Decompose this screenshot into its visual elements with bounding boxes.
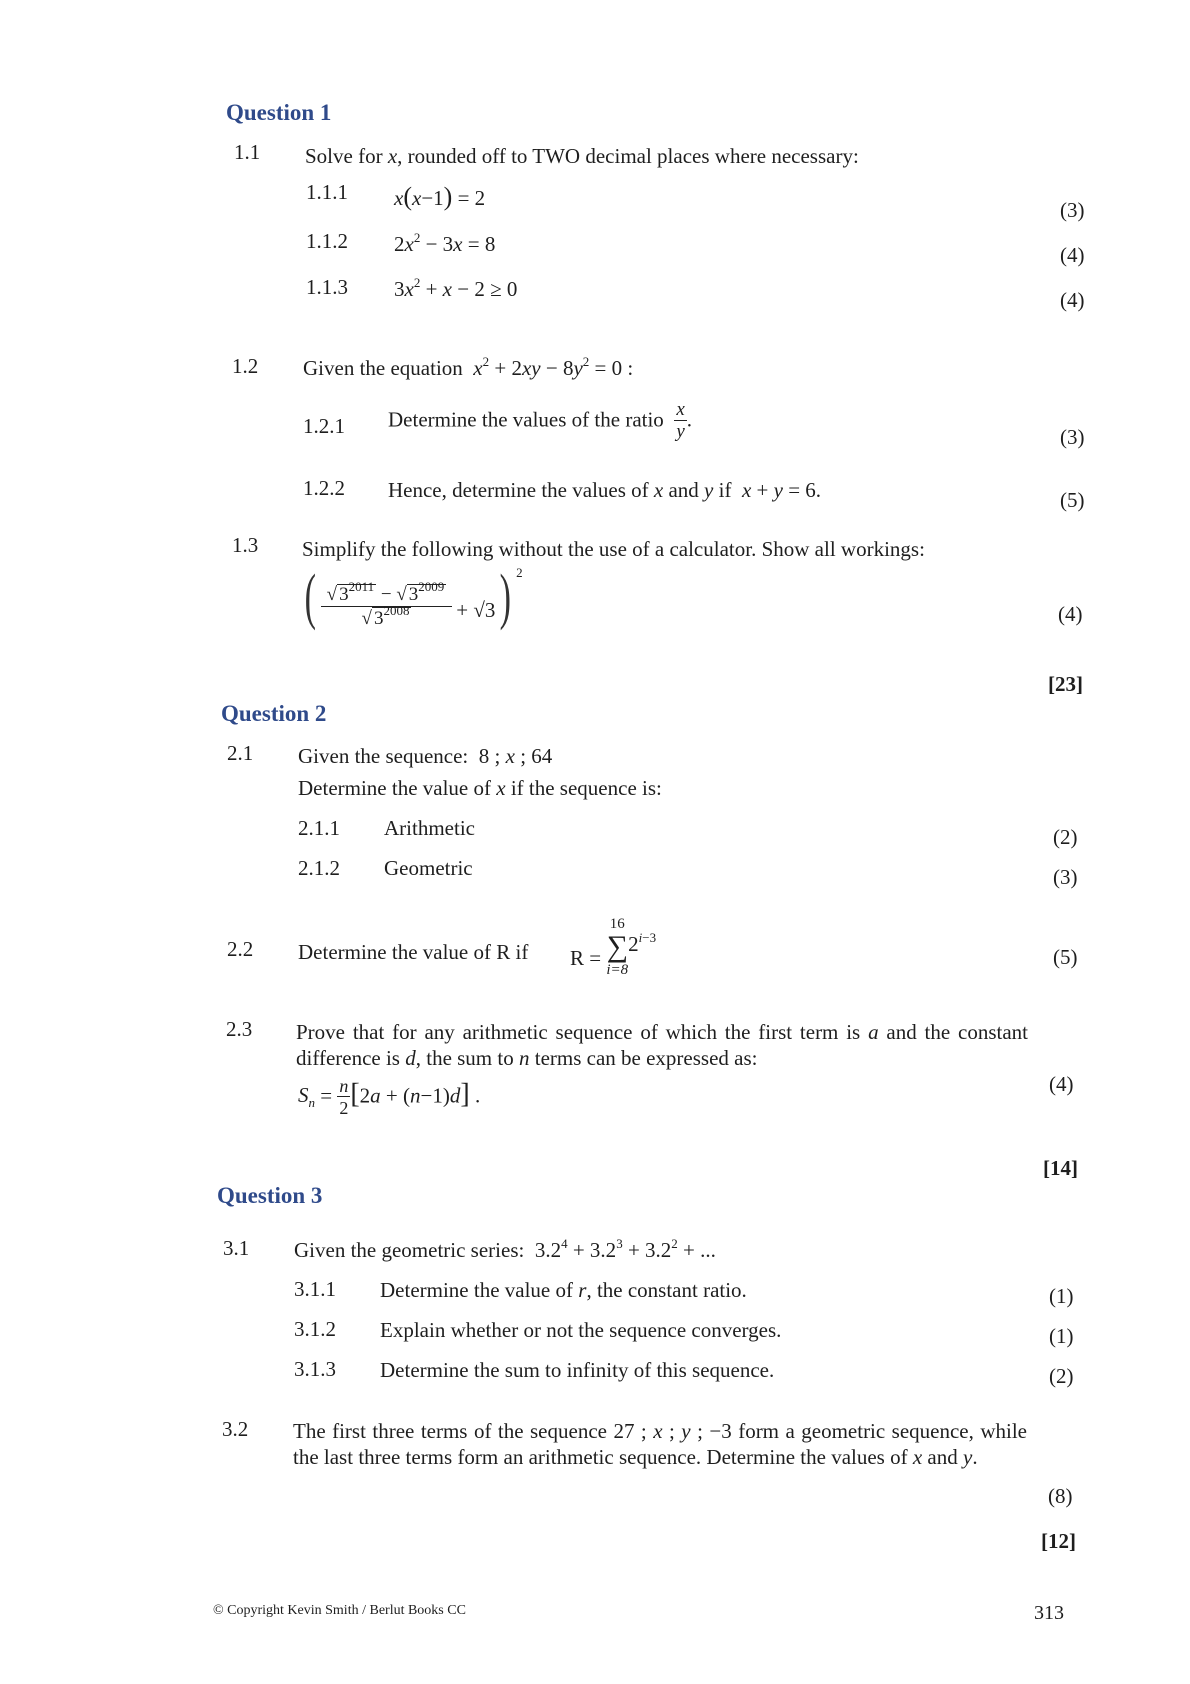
marks: (4) (1049, 1072, 1074, 1096)
item-number: 1.2.2 (303, 476, 345, 500)
marks: (4) (1060, 243, 1085, 267)
simplify-expression: ( $\frac{√ 3^{2011} - √ 3^{2009}}{√ 3^{2008}}$ + √3) $^2$ (304, 563, 523, 631)
item-number: 2.1.2 (298, 856, 340, 880)
item-number: 3.1.2 (294, 1317, 336, 1341)
item-text: Geometric (384, 856, 473, 880)
item-number: 2.2 (227, 937, 254, 961)
marks: (5) (1053, 945, 1078, 969)
equation: x(x−1) = 2 (394, 182, 486, 211)
summation: R = 16 ∑ i=8 $2^{i-3}$ (570, 916, 657, 978)
marks: (5) (1060, 488, 1085, 512)
marks: (8) (1048, 1484, 1073, 1508)
inequality: $3x^2 + x - 2 \ge 0$ (394, 275, 518, 301)
item-text: Hence, determine the values of x and y if x + y = 6. (388, 478, 822, 502)
item-number: 1.1.3 (306, 275, 348, 299)
marks: (1) (1049, 1324, 1074, 1348)
item-text: Determine the value of x if the sequence is: (298, 776, 662, 800)
item-text: Determine the value of R if (298, 940, 529, 964)
marks: (3) (1053, 865, 1078, 889)
question-total: [23] (1048, 672, 1083, 696)
item-text: Given the equation $x^2 + 2xy - 8y^2 = 0$ : (303, 354, 634, 380)
item-number: 1.1.2 (306, 229, 348, 253)
item-number: 2.1.1 (298, 816, 340, 840)
item-number: 1.1 (234, 140, 261, 164)
sum-formula: $S_n$ = $\frac{n}{2}$ [2a + (n−1)d] . (298, 1076, 481, 1118)
marks: (4) (1060, 288, 1085, 312)
marks: (2) (1053, 825, 1078, 849)
item-text: Determine the values of the ratio $\frac{x}{y}$ . (388, 399, 692, 442)
item-text: Simplify the following without the use of a calculator. Show all workings: (302, 537, 925, 561)
item-text: Determine the value of r, the constant ratio. (380, 1278, 747, 1302)
marks: (4) (1058, 602, 1083, 626)
marks: (3) (1060, 425, 1085, 449)
item-number: 3.1 (223, 1236, 250, 1260)
question-total: [14] (1043, 1156, 1078, 1180)
item-text: Prove that for any arithmetic sequence of which the first term is a and the constant difference is d, the sum to n terms can be expressed as: (296, 1020, 1028, 1070)
item-text: Solve for x, rounded off to TWO decimal places where necessary: (305, 144, 859, 168)
item-number: 1.1.1 (306, 180, 348, 204)
item-number: 1.3 (232, 533, 259, 557)
question-total: [12] (1041, 1529, 1076, 1553)
item-text: Explain whether or not the sequence converges. (380, 1318, 782, 1342)
item-number: 1.2 (232, 354, 259, 378)
question-3-heading: Question 3 (217, 1183, 323, 1208)
item-number: 1.2.1 (303, 414, 345, 438)
marks: (2) (1049, 1364, 1074, 1388)
item-text: The first three terms of the sequence 27 ; x ; y ; −3 form a geometric sequence, while the last three terms form an arithmetic sequence. Determine the values of x and y. (293, 1419, 1027, 1469)
marks: (3) (1060, 198, 1085, 222)
marks: (1) (1049, 1284, 1074, 1308)
equation: $2x^2 - 3x = 8$ (394, 230, 496, 256)
item-text: Given the sequence: 8 ; x ; 64 (298, 744, 553, 768)
item-number: 2.3 (226, 1017, 253, 1041)
item-text: Given the geometric series: $3.2^4 + 3.2^3 + 3.2^2$ + ... (294, 1236, 716, 1262)
item-number: 2.1 (227, 741, 254, 765)
page-number: 313 (1034, 1602, 1064, 1624)
item-number: 3.1.3 (294, 1357, 336, 1381)
copyright-footer: © Copyright Kevin Smith / Berlut Books CC (213, 1603, 466, 1618)
question-1-heading: Question 1 (226, 100, 332, 125)
item-number: 3.1.1 (294, 1277, 336, 1301)
item-text: Arithmetic (384, 816, 475, 840)
item-number: 3.2 (222, 1417, 249, 1441)
item-text: Determine the sum to infinity of this sequence. (380, 1358, 775, 1382)
question-2-heading: Question 2 (221, 701, 327, 726)
